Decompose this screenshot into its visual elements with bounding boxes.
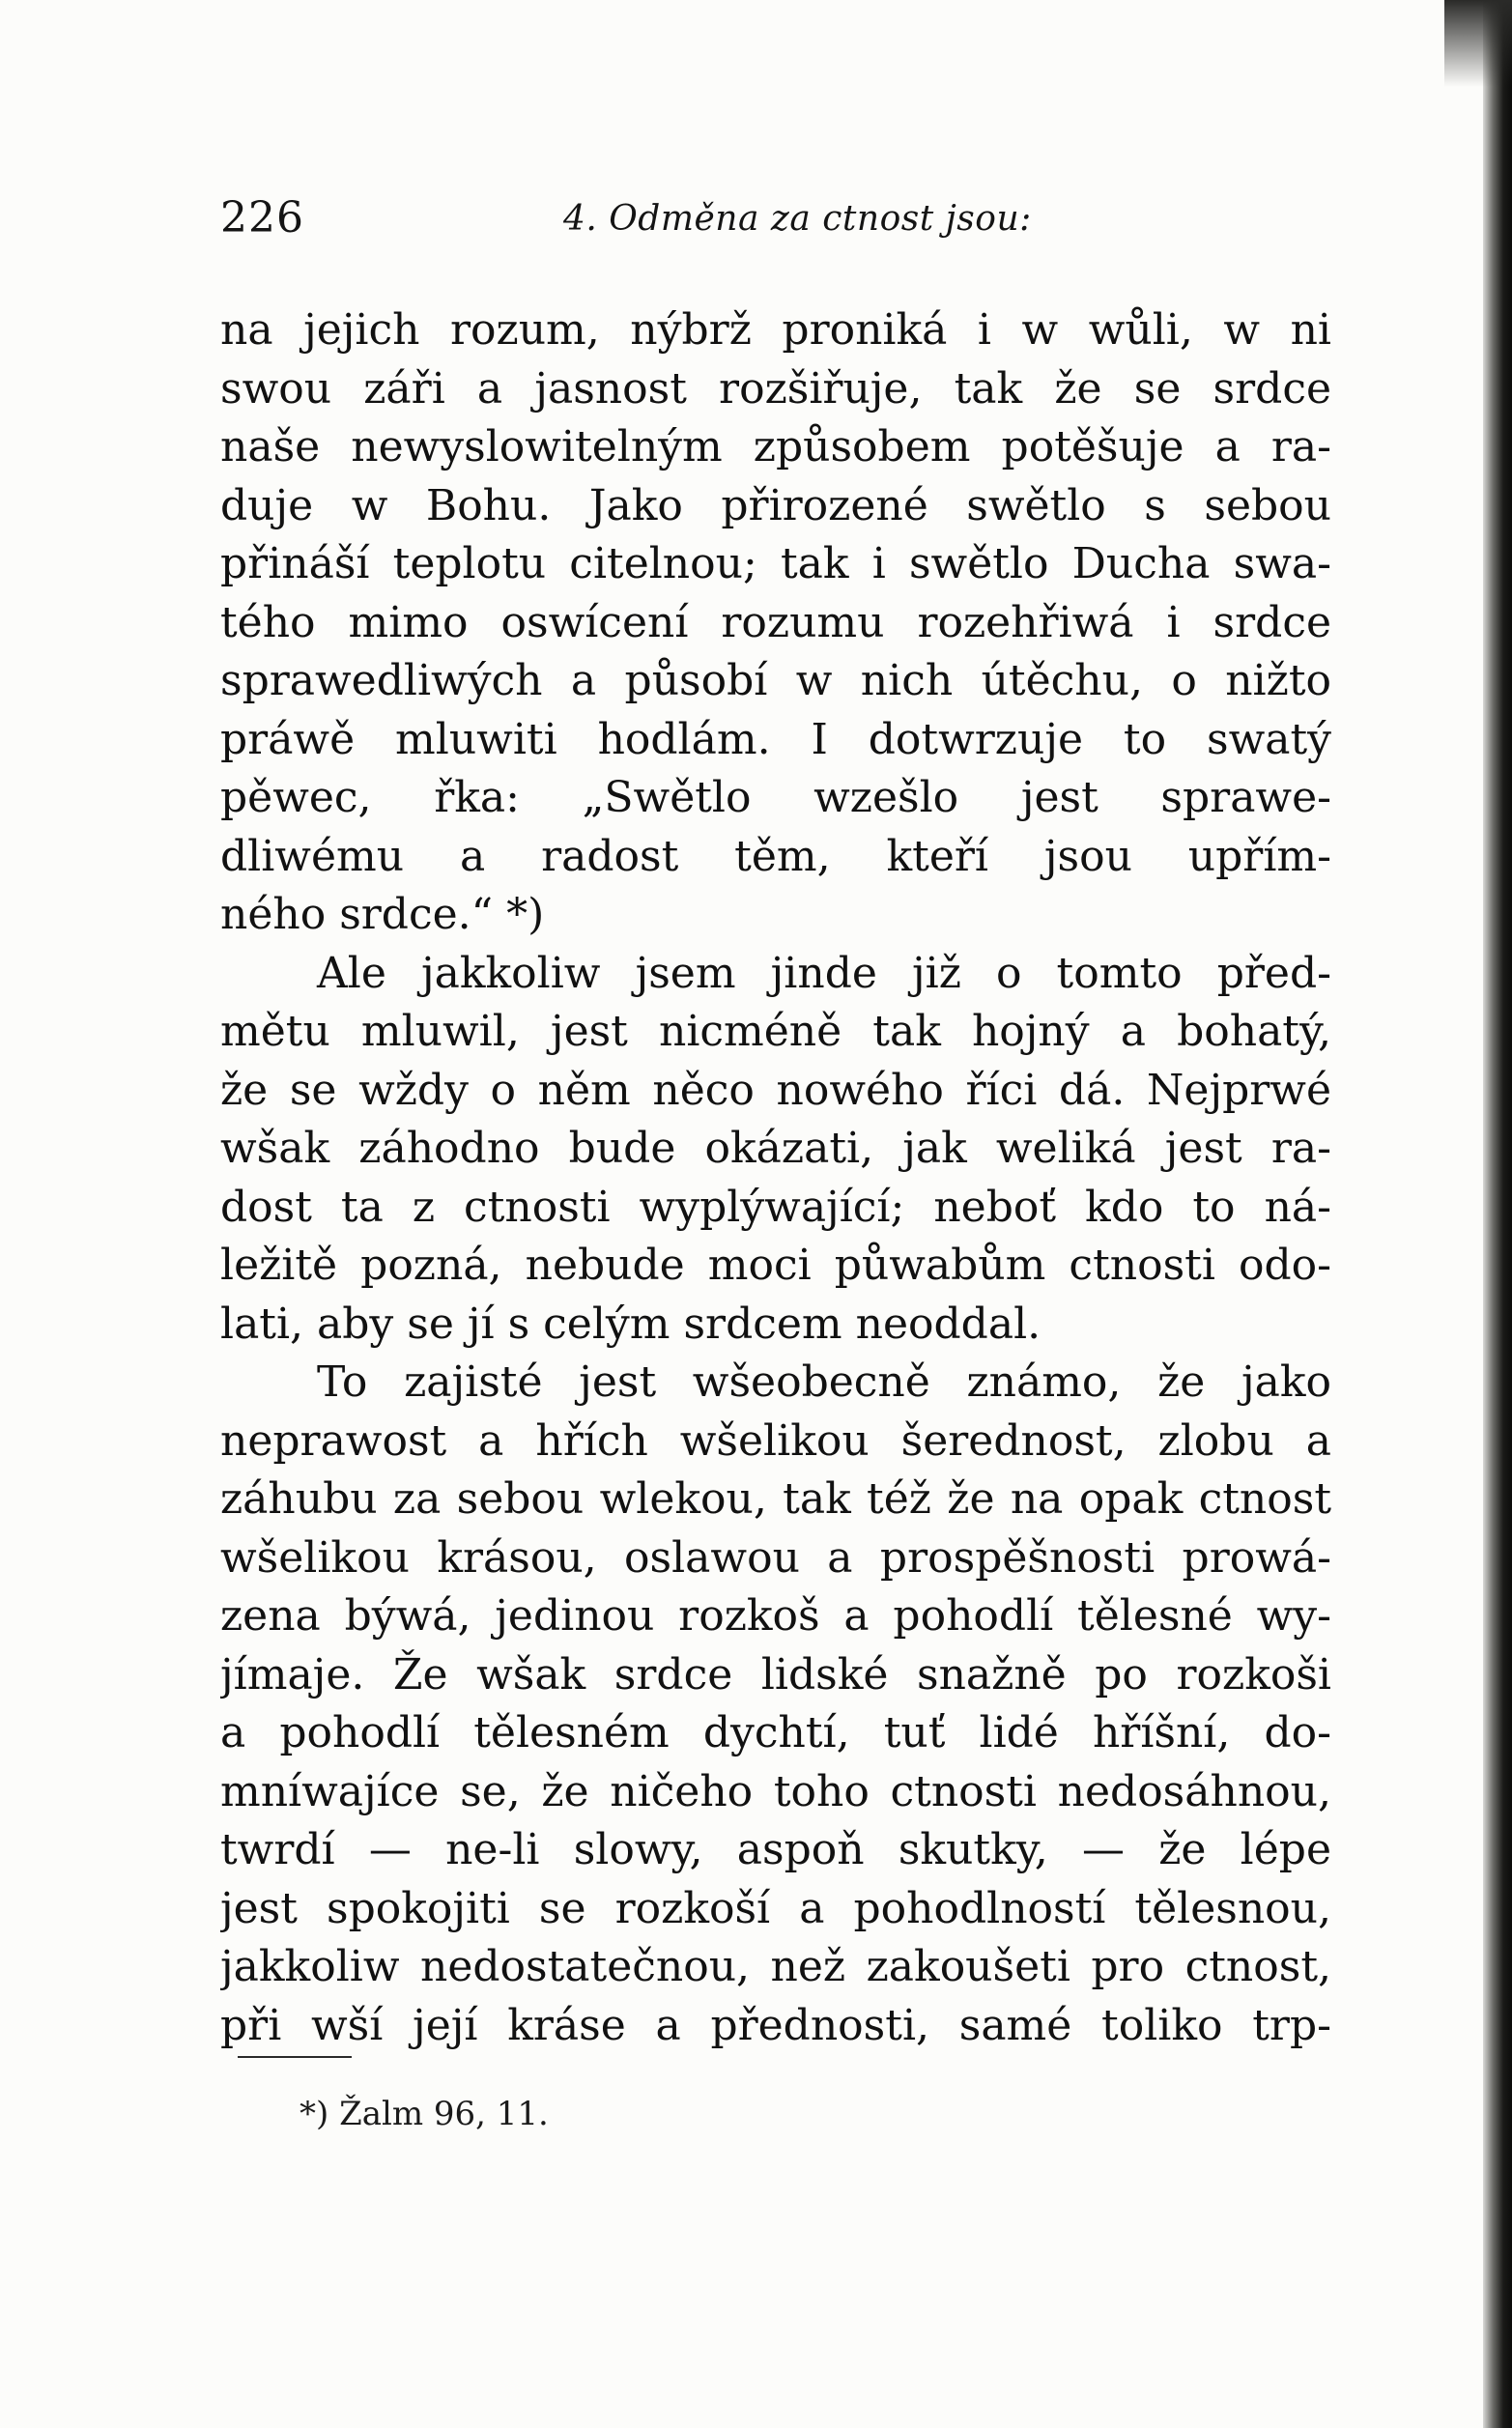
text-line: mětu mluwil, jest nicméně tak hojný a bohatý, (220, 1007, 1331, 1056)
page-header (220, 193, 1327, 251)
text-line: jímaje. Že wšak srdce lidské snažně po rozkoši (220, 1649, 1331, 1700)
text-line: tého mimo oswícení rozumu rozehřiwá i srdce (220, 597, 1331, 647)
text-line: pěwec, řka: „Swětlo wzešlo jest sprawe- (220, 773, 1331, 822)
text-line: mníwajíce se, že ničeho toho ctnosti nedosáhnou, (220, 1766, 1331, 1816)
scan-edge-shadow (1444, 0, 1512, 87)
text-line: swou záři a jasnost rozšiřuje, tak že se srdce (220, 363, 1331, 414)
text-line: duje w Bohu. Jako přirozené swětlo s sebou (220, 480, 1331, 530)
text-line: že se wždy o něm něco nowého říci dá. Nejprwé (220, 1065, 1331, 1115)
text-line: lati, aby se jí s celým srdcem neoddal. (220, 1299, 1041, 1349)
body-text (220, 301, 1331, 2055)
footnote: *) Žalm 96, 11. (300, 2095, 549, 2133)
text-line: přináší teplotu citelnou; tak i swětlo Ducha swa- (220, 539, 1331, 588)
text-line: a pohodlí tělesném dychtí, tuť lidé hříšní, do- (220, 1708, 1331, 1757)
text-line: ležitě pozná, nebude moci půwabům ctnosti odo- (220, 1241, 1331, 1290)
text-line: twrdí — ne-li slowy, aspoň skutky, — že lépe (220, 1825, 1331, 1874)
text-line: To zajisté jest wšeobecně známo, že jako (317, 1357, 1331, 1407)
text-line: ného srdce.“ *) (220, 890, 545, 939)
text-line: jest spokojiti se rozkoší a pohodlností tělesnou, (220, 1883, 1331, 1933)
text-line: na jejich rozum, nýbrž proniká i w wůli, w ni (220, 305, 1331, 355)
footnote-divider (238, 2056, 352, 2058)
text-line: zena býwá, jedinou rozkoš a pohodlí tělesné wy- (220, 1591, 1331, 1641)
text-line: práwě mluwiti hodlám. I dotwrzuje to swatý (220, 714, 1331, 764)
text-line: naše newyslowitelným způsobem potěšuje a ra- (220, 422, 1331, 471)
text-line: wšak záhodno bude okázati, jak weliká jest ra- (220, 1124, 1331, 1173)
text-line: neprawost a hřích wšelikou šerednost, zlobu a (220, 1415, 1331, 1466)
scan-edge (1483, 0, 1512, 2428)
text-line: wšelikou krásou, oslawou a prospěšnosti prowá- (220, 1532, 1331, 1583)
page-number: 226 (220, 193, 304, 243)
running-head: 4. Odměna za ctnost jsou: (563, 199, 1032, 239)
text-line: jakkoliw nedostatečnou, než zakoušeti pro ctnost, (220, 1942, 1331, 1991)
text-line: dost ta z ctnosti wyplýwající; neboť kdo to ná- (220, 1182, 1331, 1232)
text-line: při wší její kráse a přednosti, samé toliko trp- (220, 2000, 1331, 2050)
text-line: dliwému a radost těm, kteří jsou upřím- (220, 831, 1331, 881)
text-line: záhubu za sebou wlekou, tak též že na opak ctnost (220, 1474, 1331, 1524)
text-line: Ale jakkoliw jsem jinde již o tomto před- (317, 948, 1331, 998)
text-line: sprawedliwých a působí w nich útěchu, o nižto (220, 656, 1331, 705)
